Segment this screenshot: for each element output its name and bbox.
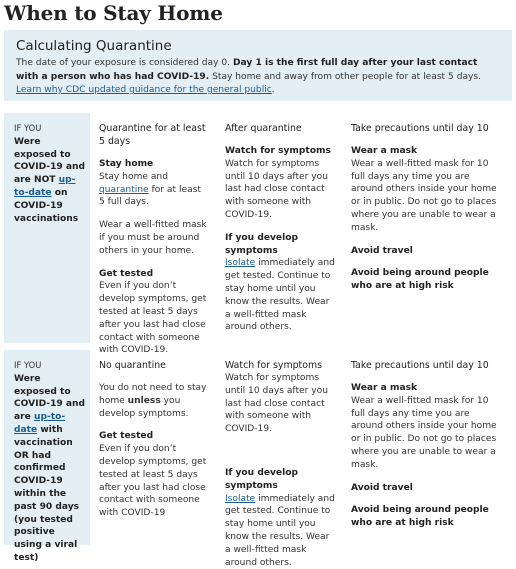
get-tested-heading: Get tested (99, 268, 154, 279)
no-quarantine-text-2: you develop symptoms. (99, 395, 189, 419)
page-title: When to Stay Home (4, 1, 223, 25)
avoid-high-risk-heading: Avoid being around people who are at high risk (351, 268, 489, 292)
develop-symptoms-body: immediately and get tested. Continue to stay home until you know the results. Wear a well-fitted mask around others. (225, 258, 335, 333)
stay-home-heading: Stay home (99, 159, 154, 169)
callout-text-1: The date of your exposure is considered day 0. (16, 58, 233, 68)
get-tested-text: Even if you don’t develop symptoms, get tested at least 5 days after you last had close contact with someone with COVID-19. (99, 281, 207, 356)
no-quarantine-cell (99, 350, 207, 520)
develop-symptoms-text (225, 493, 337, 569)
stay-home-text-2: for at least 5 full days. (99, 184, 201, 208)
get-tested-heading: Get tested (99, 431, 154, 442)
watch-symptoms-text: Watch for symptoms until 10 days after you last had close contact with someone with COVID-19. (225, 158, 328, 220)
avoid-travel-heading: Avoid travel (351, 245, 413, 256)
row-header (4, 113, 90, 343)
quarantine-cell (99, 113, 207, 357)
callout-text (16, 57, 500, 98)
develop-symptoms-heading: If you develop symptoms (225, 467, 298, 491)
quarantine-callout (4, 30, 512, 101)
cell-title: No quarantine (99, 360, 166, 371)
wear-mask-heading: Wear a mask (351, 146, 418, 156)
quarantine-link[interactable]: quarantine (99, 184, 149, 195)
develop-symptoms-body: immediately and get tested. Continue to stay home until you know the results. Wear a well-fitted mask around others. (225, 493, 335, 568)
callout-bold-text: Day 1 is the first full day after your last contact with a person who has had COVID-19. (16, 58, 478, 82)
row-header-text-1: Were exposed to COVID-19 and are (14, 373, 86, 423)
table-row (4, 350, 512, 568)
row-header-text-1: Were exposed to COVID-19 and are NOT (14, 136, 86, 186)
develop-symptoms-heading: If you develop symptoms (225, 232, 298, 256)
stay-home-text (99, 171, 207, 209)
up-to-date-link[interactable]: up-to-date (14, 412, 66, 435)
avoid-high-risk-heading: Avoid being around people who are at high risk (351, 505, 489, 529)
avoid-travel-heading: Avoid travel (351, 482, 413, 493)
develop-symptoms-text (225, 257, 337, 334)
isolate-link[interactable]: Isolate (225, 493, 256, 504)
cell-title: Take precautions until day 10 (351, 123, 489, 134)
watch-symptoms-cell (225, 350, 337, 569)
precautions-cell (351, 350, 501, 530)
no-quarantine-text-1: You do not need to stay home (99, 383, 207, 406)
row-header-text (14, 374, 85, 563)
row-header-text-2: with vaccination OR had confirmed COVID-19 within the past 90 days (you tested positive using a viral test) (14, 424, 80, 563)
cell-title: After quarantine (225, 123, 302, 134)
cdc-guidance-link[interactable]: Learn why CDC updated guidance for the general public (16, 85, 272, 95)
wear-mask-heading: Wear a mask (351, 383, 418, 393)
get-tested-text: Even if you don’t develop symptoms, get tested at least 5 days after you last had close contact with someone with COVID-19 (99, 444, 207, 519)
mask-text: Wear a well-fitted mask if you must be around others in your home. (99, 220, 207, 256)
isolate-link[interactable]: Isolate (225, 258, 256, 269)
cell-title: Quarantine for at least 5 days (99, 123, 206, 147)
row-header (4, 350, 90, 563)
cell-title: Watch for symptoms (225, 360, 322, 371)
wear-mask-text: Wear a well-fitted mask for 10 full days any time you are around others inside your home or in public. Do not go to places where you are unable to wear a mask. (351, 158, 497, 233)
spacer (225, 446, 337, 467)
table-row (4, 113, 512, 356)
row-header-text (14, 137, 85, 224)
no-quarantine-text (99, 382, 207, 420)
callout-text-end: . (271, 85, 275, 95)
row-header-text-2: on COVID-19 vaccinations (14, 187, 79, 224)
callout-text-2: Stay home and away from other people for at least 5 days. (209, 71, 482, 82)
watch-symptoms-text: Watch for symptoms until 10 days after you last had close contact with someone with COVID-19. (225, 373, 328, 435)
cell-title: Take precautions until day 10 (351, 360, 489, 371)
unless-bold: unless (127, 395, 161, 406)
precautions-cell (351, 113, 501, 293)
up-to-date-link[interactable]: up-to-date (14, 175, 76, 198)
if-you-label: IF YOU (14, 123, 42, 133)
callout-heading: Calculating Quarantine (16, 38, 172, 54)
if-you-label: IF YOU (14, 360, 42, 370)
after-quarantine-cell (225, 113, 337, 334)
wear-mask-text: Wear a well-fitted mask for 10 full days any time you are around others inside your home or in public. Do not go to places where you are unable to wear a mask. (351, 395, 497, 470)
stay-home-text-1: Stay home and (99, 171, 168, 182)
watch-symptoms-heading: Watch for symptoms (225, 146, 331, 156)
